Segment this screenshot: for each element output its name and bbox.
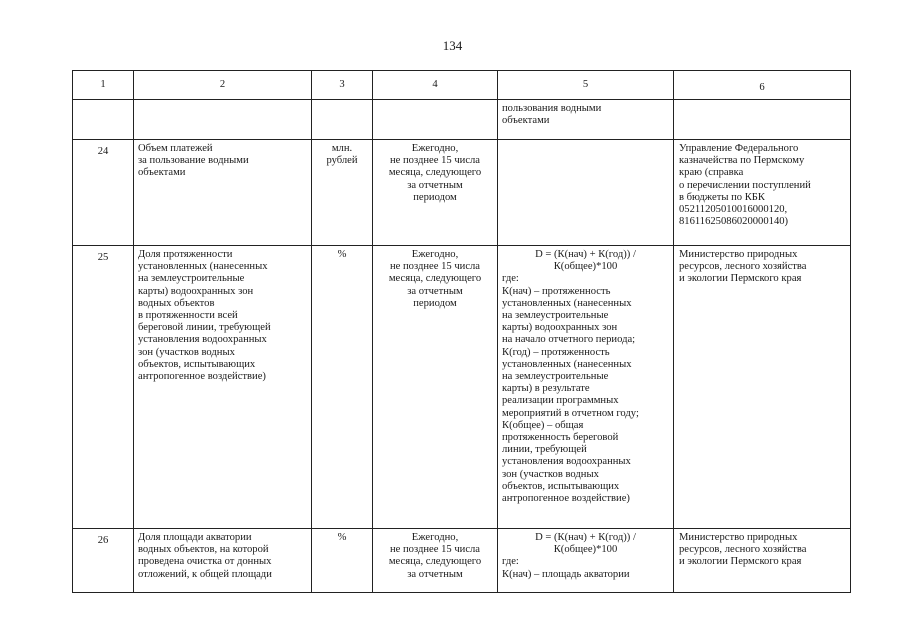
cell-formula-continuation: пользования водными объектами [498,100,674,140]
formula-cell [498,140,674,246]
indicator-table [72,70,851,593]
table-row [73,140,851,246]
unit-cell: млн. рублей [312,140,373,246]
source-cell: Министерство природных ресурсов, лесного хозяйства и экологии Пермского края [674,529,851,593]
page-number: 134 [442,38,463,53]
period-cell: Ежегодно, не позднее 15 числа месяца, следующего за отчетным периодом [373,140,498,246]
period-cell: Ежегодно, не позднее 15 числа месяца, следующего за отчетным периодом [373,246,498,529]
table-row [73,529,851,593]
cell-empty [134,100,312,140]
header-cell: 4 [373,71,498,100]
cell-empty [373,100,498,140]
row-number: 24 [73,140,134,246]
row-number: 26 [73,529,134,593]
row-number: 25 [73,246,134,529]
formula-definition: где: К(нач) – площадь акватории [502,556,630,580]
formula-cell [498,246,674,529]
indicator-name: Доля протяженности установленных (нанесенных на землеустроительные карты) водоохранных зон водных объектов в протяженности всей береговой линии, требующей установления водоохранных зон (участков водных объектов, испытывающих антропогенное воздействие) [134,246,312,529]
table-row [73,246,851,529]
table-header-row [73,71,851,100]
formula-text: D = (К(нач) + К(год)) / К(общее)*100 [535,532,636,556]
table-row-continuation [73,100,851,140]
source-cell: Управление Федерального казначейства по Пермскому краю (справка о перечислении поступлений в бюджеты по КБК 05211205010016000120, 81611625086020000140) [674,140,851,246]
cell-empty [674,100,851,140]
cell-empty [312,100,373,140]
period-cell: Ежегодно, не позднее 15 числа месяца, следующего за отчетным [373,529,498,593]
header-cell: 3 [312,71,373,100]
formula-cell [498,529,674,593]
header-cell: 2 [134,71,312,100]
header-cell: 6 [674,71,851,100]
indicator-name: Доля площади акватории водных объектов, на которой проведена очистка от донных отложений, к общей площади [134,529,312,593]
indicator-name: Объем платежей за пользование водными объектами [134,140,312,246]
formula-definition: где: К(нач) – протяженность установленных (нанесенных на землеустроительные карты) водоохранных зон на начало отчетного периода; К(год) – протяженность установленных (нанесенных на землеустроительные карты) в результате реализации программных мероприятий в отчетном году; К(общее) – общая протяженность береговой линии, требующей установления водоохранных зон (участков водных объектов, испытывающих антропогенное воздействие) [502,273,639,505]
unit-cell: % [312,246,373,529]
unit-cell: % [312,529,373,593]
header-cell: 5 [498,71,674,100]
formula-text: D = (К(нач) + К(год)) / К(общее)*100 [535,249,636,273]
header-cell: 1 [73,71,134,100]
cell-empty [73,100,134,140]
source-cell: Министерство природных ресурсов, лесного хозяйства и экологии Пермского края [674,246,851,529]
